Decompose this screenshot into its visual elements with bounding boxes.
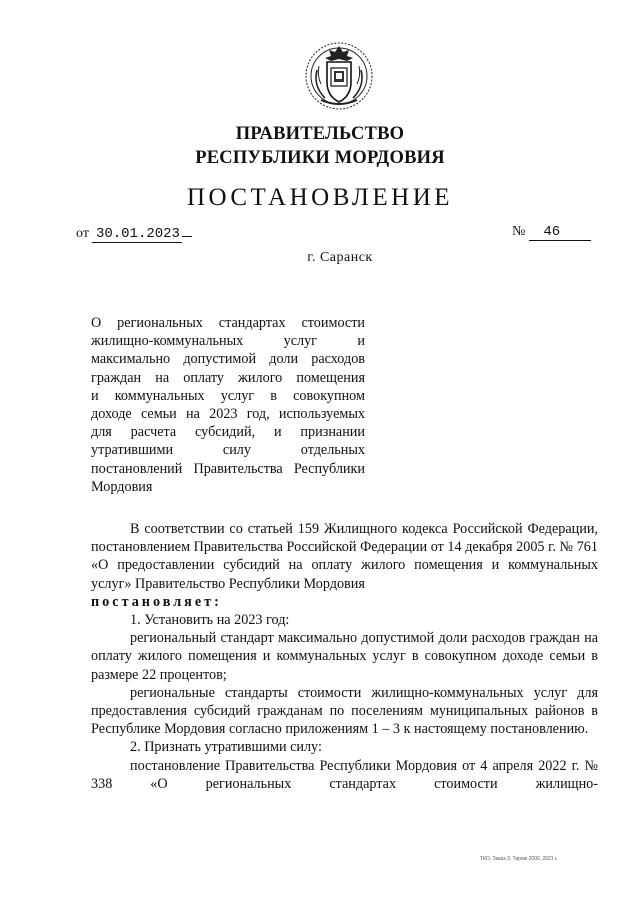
item-1-subitem-b: региональные стандарты стоимости жилищно-коммунальных услуг для предоставления субсидий гражданам по поселениям муниципальных районов в Республике Мордовия согласно приложениям 1 – 3 к настоящему постановлению. <box>91 684 598 738</box>
resolves-word: постановляет: <box>91 593 222 610</box>
preamble-paragraph: В соответствии со статьей 159 Жилищного кодекса Российской Федерации, постановлением Правительства Российской Федерации от 14 декабря 2005 г. № 761 «О предоставлении субсидий на оплату жилого помещения и коммунальных услуг» Правительство Республики Мордовия <box>91 521 598 592</box>
subject-heading <box>91 314 365 496</box>
subject-line: максимально допустимой доли расходов <box>91 351 365 368</box>
subject-line: и коммунальных услуг в совокупном <box>91 387 365 404</box>
government-title-line2: РЕСПУБЛИКИ МОРДОВИЯ <box>195 148 445 168</box>
item-1: 1. Установить на 2023 год: <box>130 612 290 629</box>
item-2: 2. Признать утратившими силу: <box>130 739 322 756</box>
number-value: 46 <box>529 224 591 241</box>
government-title-line1: ПРАВИТЕЛЬСТВО <box>235 124 405 144</box>
date-line <box>76 224 192 243</box>
subject-line: утратившими силу отдельных <box>91 442 365 459</box>
subject-line: Мордовия <box>91 478 153 495</box>
subject-line: для расчета субсидий, и признании <box>91 424 365 441</box>
subject-line: доходе семьи на 2023 год, используемых <box>91 406 365 423</box>
subject-line: граждан на оплату жилого помещения <box>91 369 365 386</box>
document-body <box>91 520 598 793</box>
coat-of-arms-emblem <box>303 40 375 112</box>
date-underline <box>182 224 192 237</box>
date-value: 30.01.2023 <box>92 226 182 243</box>
date-prefix: от <box>76 226 89 241</box>
document-type-heading: ПОСТАНОВЛЕНИЕ <box>186 184 454 211</box>
item-2-subitem-a: постановление Правительства Республики Мордовия от 4 апреля 2022 г. № 338 «О региональных стандартах стоимости жилищно- <box>91 757 598 792</box>
government-title <box>0 122 640 170</box>
subject-line: жилищно-коммунальных услуг и <box>91 333 365 350</box>
subject-line: О региональных стандартах стоимости <box>91 315 365 331</box>
subject-line: постановлений Правительства Республики <box>91 460 365 477</box>
number-prefix: № <box>512 224 526 239</box>
city: г. Саранск <box>307 250 373 265</box>
number-line <box>512 224 591 241</box>
print-code: ТКО, Заказ 3, Тираж 2000, 2021 г. <box>480 856 558 862</box>
item-1-subitem-a: региональный стандарт максимально допустимой доли расходов граждан на оплату жилого помещения и коммунальных услуг в совокупном доходе семьи в размере 22 процентов; <box>91 630 598 683</box>
